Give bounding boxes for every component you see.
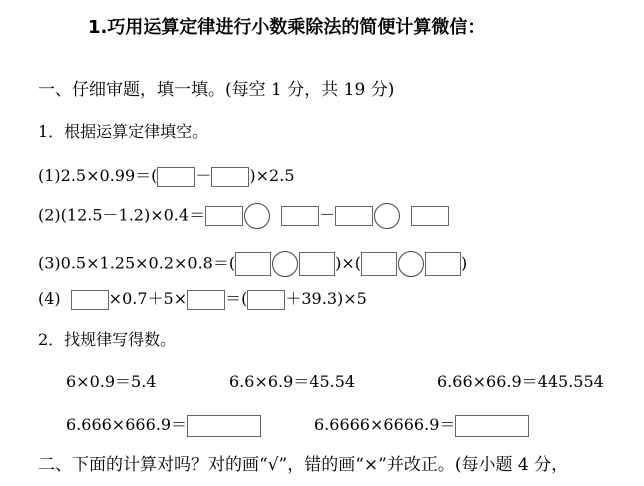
answer-box[interactable]: [455, 415, 529, 437]
pattern-equation-4: [66, 414, 261, 437]
pattern-equation-1: 6×0.9＝5.4: [66, 372, 157, 391]
answer-box[interactable]: [425, 252, 461, 276]
pattern-equation-2: 6.6×6.9＝45.54: [229, 372, 356, 391]
q1-row4-text-c: ＝(: [225, 289, 248, 308]
pattern-equation-5: [314, 414, 529, 437]
operator-circle[interactable]: [244, 203, 270, 229]
q1-row1-minus: －: [195, 166, 212, 185]
answer-box[interactable]: [235, 252, 271, 276]
q1-row2-minus: －: [319, 205, 336, 225]
page-title: 1.巧用运算定律进行小数乘除法的简便计算微信：: [88, 17, 486, 38]
answer-box[interactable]: [411, 206, 449, 226]
operator-circle[interactable]: [374, 203, 400, 229]
q1-row3-text-a: (3)0.5×1.25×0.2×0.8＝(: [38, 253, 236, 273]
question-2-heading: 2．找规律写得数。: [38, 330, 177, 349]
q1-row4-text-b: ×0.7＋5×: [108, 289, 188, 308]
answer-box[interactable]: [187, 415, 261, 437]
answer-box[interactable]: [205, 206, 243, 226]
answer-box[interactable]: [187, 290, 225, 310]
q1-row4-text-a: (4): [38, 289, 61, 308]
operator-circle[interactable]: [398, 251, 424, 277]
q1-row3-text-b: )×(: [335, 253, 361, 273]
answer-box[interactable]: [211, 167, 249, 187]
q1-row-3: [38, 251, 467, 277]
q1-row-2: [38, 203, 449, 229]
answer-box[interactable]: [299, 252, 335, 276]
q1-row-1: [38, 165, 295, 187]
answer-box[interactable]: [335, 206, 373, 226]
question-1-heading: 1．根据运算定律填空。: [38, 122, 209, 141]
q1-row2-text-a: (2)(12.5－1.2)×0.4＝: [38, 205, 206, 225]
answer-box[interactable]: [71, 290, 109, 310]
q1-row-4: [38, 288, 367, 310]
answer-box[interactable]: [247, 290, 285, 310]
answer-box[interactable]: [157, 167, 195, 187]
pattern-equation-4-text: 6.666×666.9＝: [66, 415, 188, 434]
pattern-equation-5-text: 6.6666×6666.9＝: [314, 415, 456, 434]
answer-box[interactable]: [361, 252, 397, 276]
q1-row1-text-a: (1)2.5×0.99＝(: [38, 166, 158, 185]
operator-circle[interactable]: [272, 251, 298, 277]
section-2-heading: 二、下面的计算对吗？对的画“√”，错的画“×”并改正。(每小题 4 分，: [38, 455, 569, 475]
answer-box[interactable]: [281, 206, 319, 226]
q1-row3-text-c: ): [460, 253, 468, 273]
pattern-equation-3: 6.66×66.9＝445.554: [437, 372, 604, 391]
q1-row4-text-d: ＋39.3)×5: [285, 289, 367, 308]
q1-row1-text-c: )×2.5: [249, 166, 295, 185]
section-1-heading: 一、仔细审题，填一填。(每空 1 分，共 19 分): [38, 80, 395, 100]
